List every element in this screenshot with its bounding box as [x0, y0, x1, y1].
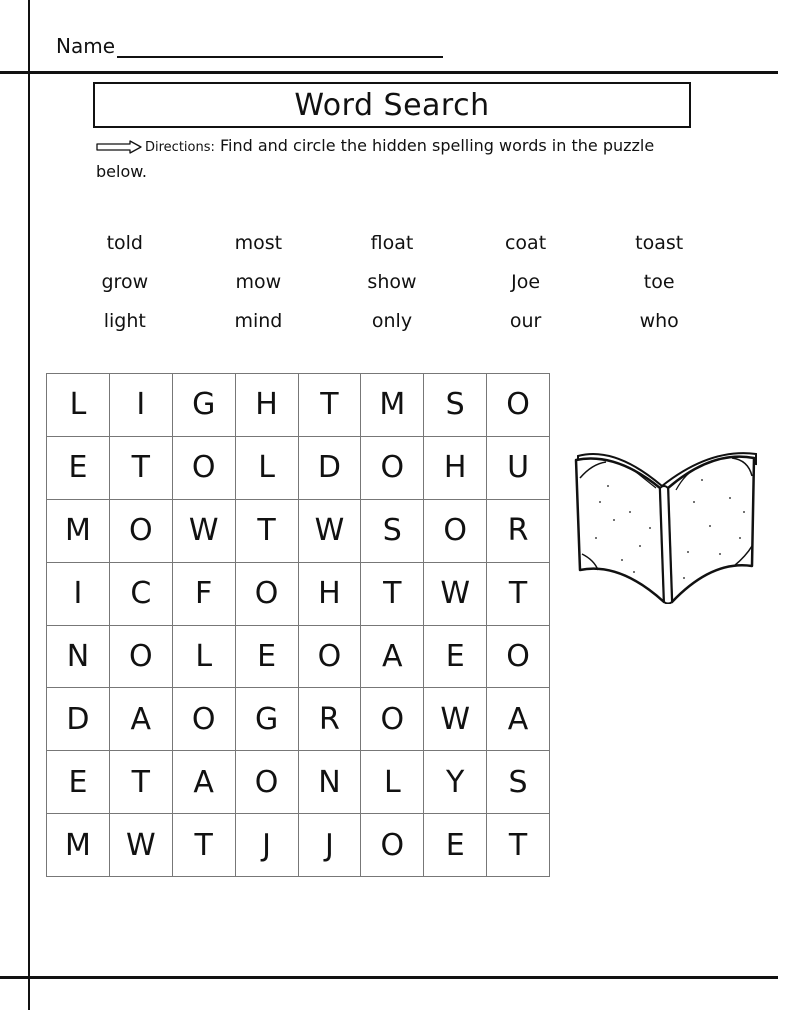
- puzzle-cell[interactable]: O: [424, 500, 487, 563]
- word-bank-word: toe: [643, 271, 675, 293]
- puzzle-cell[interactable]: F: [173, 563, 236, 626]
- puzzle-cell[interactable]: T: [236, 500, 299, 563]
- puzzle-cell[interactable]: S: [487, 751, 550, 814]
- name-blank-line[interactable]: [117, 38, 443, 58]
- word-bank-word: toast: [635, 232, 684, 254]
- word-bank-word: Joe: [511, 271, 541, 293]
- footer-rule: [0, 976, 778, 979]
- puzzle-cell[interactable]: O: [173, 688, 236, 751]
- puzzle-cell[interactable]: O: [110, 626, 173, 689]
- name-label: Name: [56, 34, 116, 58]
- puzzle-cell[interactable]: M: [47, 814, 110, 877]
- word-bank-word: float: [370, 232, 414, 254]
- puzzle-cell[interactable]: J: [299, 814, 362, 877]
- puzzle-cell[interactable]: O: [173, 437, 236, 500]
- puzzle-cell[interactable]: T: [110, 751, 173, 814]
- puzzle-cell[interactable]: E: [47, 437, 110, 500]
- puzzle-cell[interactable]: O: [361, 688, 424, 751]
- puzzle-cell[interactable]: S: [361, 500, 424, 563]
- puzzle-cell[interactable]: O: [361, 814, 424, 877]
- puzzle-cell[interactable]: M: [361, 374, 424, 437]
- puzzle-cell[interactable]: I: [47, 563, 110, 626]
- word-bank-word: coat: [504, 232, 547, 254]
- word-bank-row: [58, 232, 726, 271]
- word-bank-row: [58, 271, 726, 310]
- puzzle-cell[interactable]: O: [361, 437, 424, 500]
- page-title: Word Search: [294, 87, 490, 123]
- puzzle-cell[interactable]: E: [424, 626, 487, 689]
- puzzle-cell[interactable]: A: [361, 626, 424, 689]
- puzzle-cell[interactable]: D: [299, 437, 362, 500]
- puzzle-cell[interactable]: T: [487, 563, 550, 626]
- puzzle-cell[interactable]: D: [47, 688, 110, 751]
- word-bank-word: light: [103, 310, 146, 332]
- puzzle-cell[interactable]: E: [47, 751, 110, 814]
- puzzle-cell[interactable]: T: [110, 437, 173, 500]
- puzzle-cell[interactable]: W: [110, 814, 173, 877]
- puzzle-cell[interactable]: R: [487, 500, 550, 563]
- puzzle-cell[interactable]: N: [299, 751, 362, 814]
- directions: [96, 134, 696, 184]
- puzzle-cell[interactable]: W: [299, 500, 362, 563]
- word-bank-word: mind: [234, 310, 283, 332]
- word-bank-word: most: [234, 232, 283, 254]
- puzzle-cell[interactable]: G: [173, 374, 236, 437]
- page-title-box: [93, 82, 691, 128]
- margin-line: [28, 0, 30, 1010]
- puzzle-cell[interactable]: L: [47, 374, 110, 437]
- word-search-grid: [46, 373, 550, 877]
- puzzle-cell[interactable]: U: [487, 437, 550, 500]
- puzzle-cell[interactable]: H: [236, 374, 299, 437]
- word-bank-word: who: [639, 310, 679, 332]
- header-rule: [0, 71, 778, 74]
- puzzle-cell[interactable]: N: [47, 626, 110, 689]
- puzzle-cell[interactable]: W: [173, 500, 236, 563]
- word-bank-word: mow: [235, 271, 282, 293]
- puzzle-cell[interactable]: O: [487, 374, 550, 437]
- puzzle-cell[interactable]: T: [361, 563, 424, 626]
- puzzle-cell[interactable]: L: [173, 626, 236, 689]
- puzzle-cell[interactable]: O: [110, 500, 173, 563]
- puzzle-cell[interactable]: L: [361, 751, 424, 814]
- puzzle-cell[interactable]: M: [47, 500, 110, 563]
- puzzle-cell[interactable]: A: [110, 688, 173, 751]
- directions-label: Directions:: [145, 140, 215, 155]
- puzzle-cell[interactable]: T: [173, 814, 236, 877]
- name-row: [56, 34, 443, 58]
- puzzle-cell[interactable]: O: [299, 626, 362, 689]
- word-bank-word: our: [509, 310, 542, 332]
- word-bank-word: show: [367, 271, 417, 293]
- puzzle-cell[interactable]: L: [236, 437, 299, 500]
- arrow-right-icon: [96, 140, 142, 154]
- puzzle-cell[interactable]: G: [236, 688, 299, 751]
- puzzle-cell[interactable]: H: [424, 437, 487, 500]
- puzzle-cell[interactable]: R: [299, 688, 362, 751]
- puzzle-cell[interactable]: O: [487, 626, 550, 689]
- puzzle-cell[interactable]: A: [173, 751, 236, 814]
- puzzle-cell[interactable]: T: [487, 814, 550, 877]
- word-bank: [58, 232, 726, 349]
- puzzle-cell[interactable]: O: [236, 563, 299, 626]
- puzzle-cell[interactable]: Y: [424, 751, 487, 814]
- puzzle-cell[interactable]: T: [299, 374, 362, 437]
- puzzle-cell[interactable]: E: [236, 626, 299, 689]
- puzzle-cell[interactable]: O: [236, 751, 299, 814]
- word-bank-word: only: [371, 310, 413, 332]
- puzzle-cell[interactable]: H: [299, 563, 362, 626]
- puzzle-cell[interactable]: I: [110, 374, 173, 437]
- puzzle-cell[interactable]: S: [424, 374, 487, 437]
- puzzle-cell[interactable]: E: [424, 814, 487, 877]
- word-bank-row: [58, 310, 726, 349]
- puzzle-cell[interactable]: C: [110, 563, 173, 626]
- open-book-icon: [570, 442, 760, 604]
- puzzle-cell[interactable]: J: [236, 814, 299, 877]
- puzzle-cell[interactable]: W: [424, 563, 487, 626]
- puzzle-cell[interactable]: W: [424, 688, 487, 751]
- word-bank-word: told: [106, 232, 143, 254]
- directions-text: Find and circle the hidden spelling words in the puzzle below.: [96, 136, 655, 181]
- puzzle-cell[interactable]: A: [487, 688, 550, 751]
- word-bank-word: grow: [101, 271, 149, 293]
